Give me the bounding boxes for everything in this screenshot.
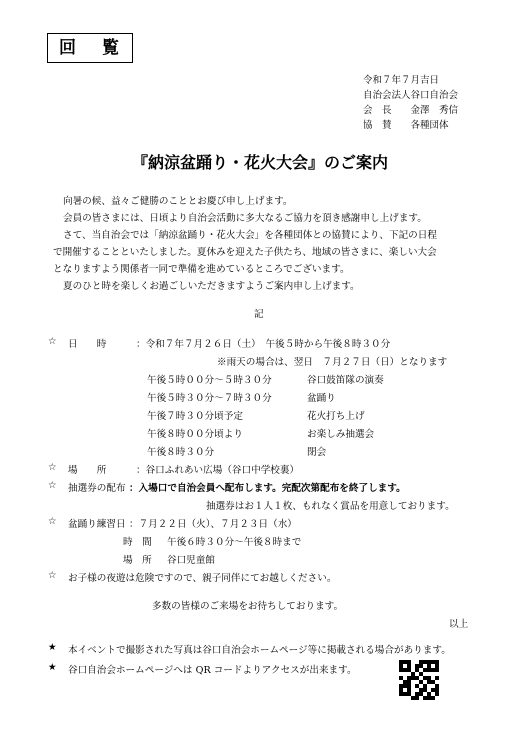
program-time: 午後８時３０分 [147,447,215,458]
practice-value: ：７月２２日（火）、７月２３日（水） [129,519,297,530]
star-icon: ☆ [48,516,57,527]
star-icon: ☆ [48,462,57,473]
star-icon: ☆ [48,570,57,581]
children-note: お子様の夜遊は危険ですので、親子同伴にてお越しください。 [68,573,337,584]
practice-label: 盆踊り練習日 [68,519,126,530]
header-org: 自治会法人谷口自治会 [363,90,459,101]
header-sponsor: 協 賛 各種団体 [363,120,449,131]
ticket-label: 抽選券の配布 [68,483,126,494]
program-event: 谷口鼓笛隊の演奏 [307,375,384,386]
program-time: 午後５時００分～５時３０分 [147,375,272,386]
program-event: 花火打ち上げ [307,411,365,422]
body-line: 向暑の候、益々ご健勝のこととお慶び申し上げます。 [63,196,293,207]
star-filled-icon: ★ [48,642,57,653]
program-event: 閉会 [307,447,327,458]
place-value: ：谷口ふれあい広場（谷口中学校裏） [136,465,300,476]
footer-note-photos: 本イベントで撮影された写真は谷口自治会ホームページ等に掲載される場合があります。 [68,645,451,656]
header-date: 令和７年７月吉日 [363,75,440,86]
date-value: ：令和７年７月２６日（土） 午後５時から午後８時３０分 [136,339,391,350]
rain-note: ※雨天の場合は、翌日 ７月２７日（日）となります [217,357,448,368]
practice-place-value: 谷口児童館 [167,555,215,566]
circulation-label: 回 覧 [47,33,133,63]
date-label: 日 時 [68,339,107,350]
program-time: 午後８時００分頃より [147,429,243,440]
ki-mark: 記 [254,309,264,320]
star-icon: ☆ [48,336,57,347]
header-chair: 会 長 金澤 秀信 [363,105,459,116]
practice-place-label: 場 所 [123,555,152,566]
body-line: で開催することといたしました。夏休みを迎えた子供たち、地域の皆さまに、楽しい大会 [53,247,437,258]
program-event: お楽しみ抽選会 [307,429,375,440]
place-label: 場 所 [68,465,107,476]
page-title: 『納涼盆踊り・花火大会』のご案内 [131,153,388,172]
star-icon: ☆ [48,480,57,491]
practice-time-label: 時 間 [123,537,152,548]
body-line: さて、当自治会では「納涼盆踊り・花火大会」を各種団体との協賛により、下記の日程 [63,230,437,241]
star-filled-icon: ★ [48,662,57,673]
closing-text: 多数の皆様のご来場をお待ちしております。 [152,601,344,612]
qr-code-icon[interactable] [399,660,439,700]
program-event: 盆踊り [307,393,336,404]
ticket-note: 抽選券はお１人１枚、もれなく賞品を用意しております。 [206,501,455,512]
body-line: 夏のひと時を楽しくお過ごしいただきますようご案内申し上げます。 [63,281,360,292]
program-time: 午後７時３０分頃予定 [147,411,243,422]
program-time: 午後５時３０分～７時３０分 [147,393,272,404]
body-line: となりますよう関係者一同で準備を進めているところでございます。 [53,264,350,275]
footer-note-qr: 谷口自治会ホームページへは QR コードよりアクセスが出来ます。 [68,665,357,676]
ticket-value: ：入場口で自治会員へ配布します。完配次第配布を終了します。 [129,483,406,494]
end-mark: 以上 [449,619,469,630]
body-line: 会員の皆さまには、日頃より自治会活動に多大なるご協力を頂き感謝申し上げます。 [63,213,427,224]
practice-time-value: 午後６時３０分～午後８時まで [167,537,302,548]
